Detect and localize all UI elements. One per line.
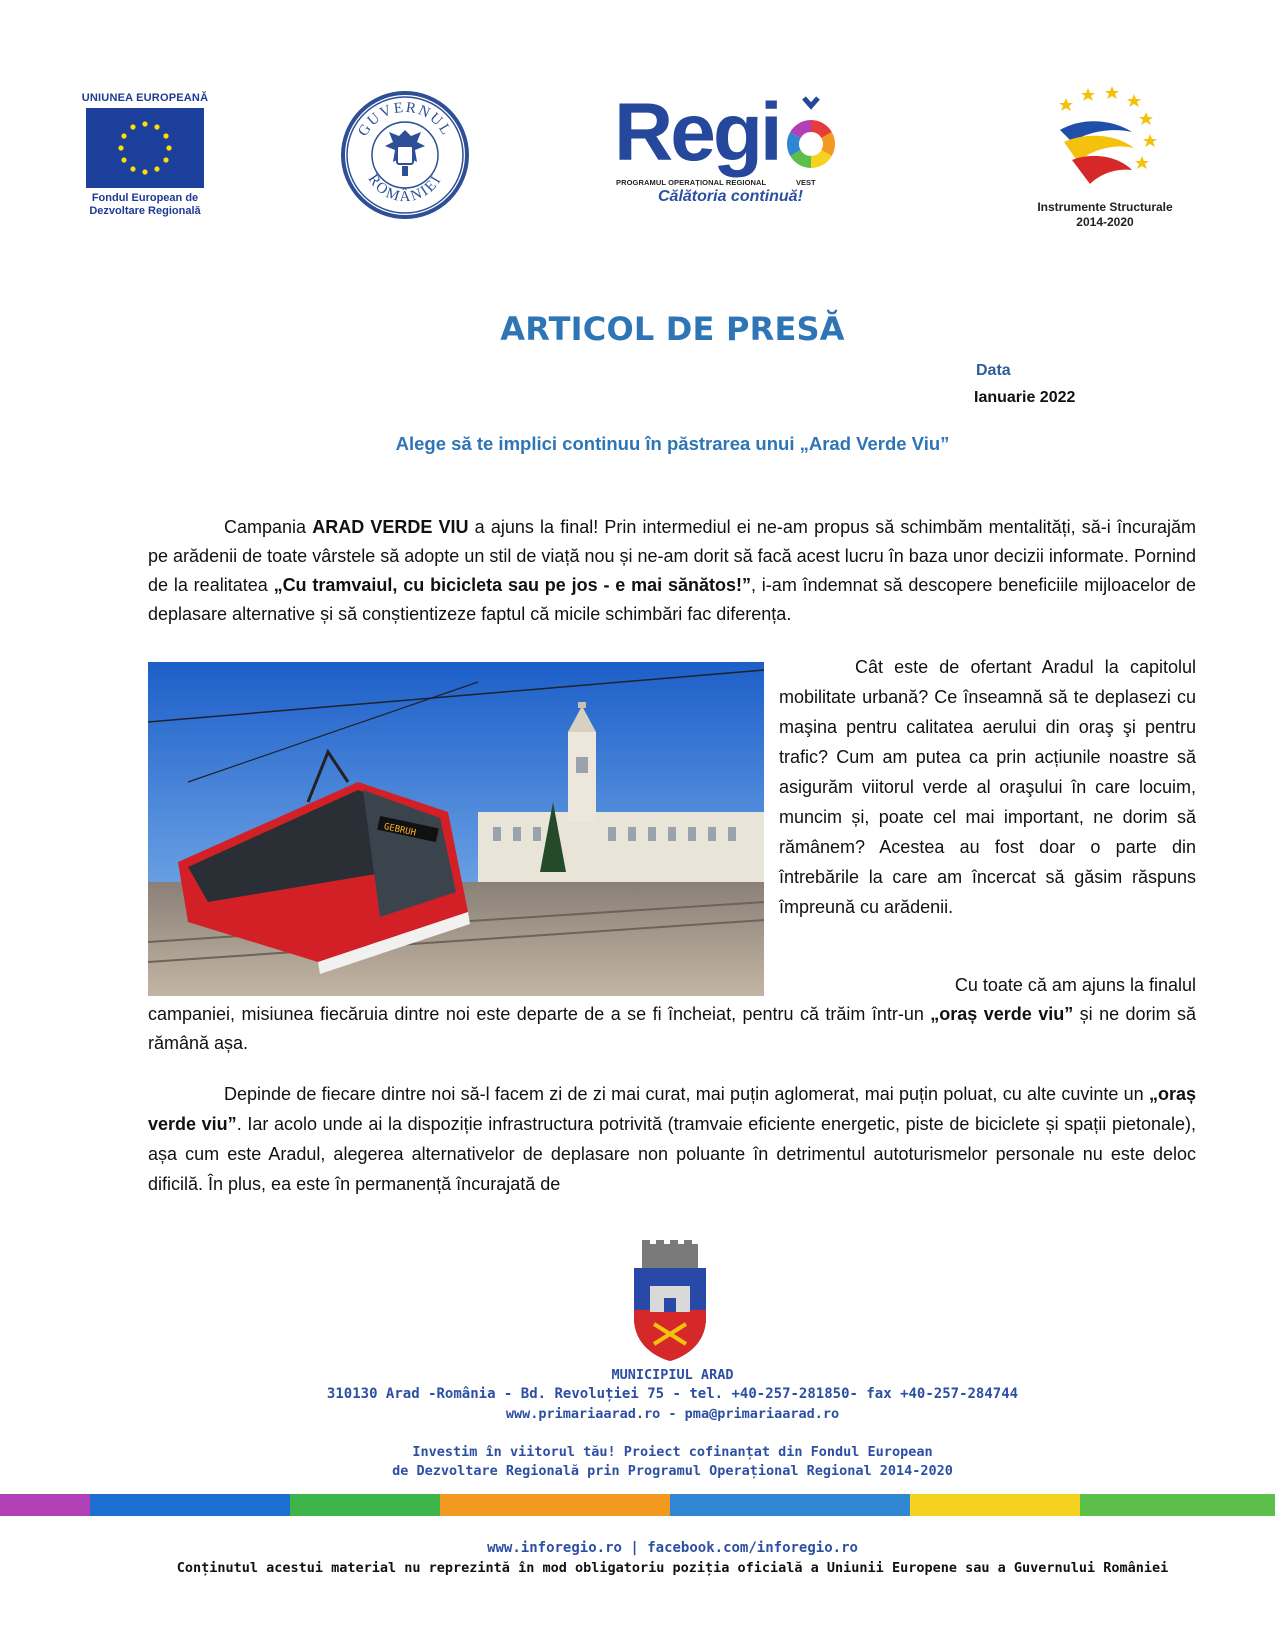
government-seal-icon <box>340 90 470 220</box>
paragraph-1-text: a ajuns la final! Prin intermediul ei ne-am propus să schimbăm mentalități, să-i încurajăm pe arădenii de toate vârstele să adopte un stil de viață nou și ne-am dorit să facă acest lucru în baza unor decizii informate. Pornind de la realitatea <box>148 517 1196 595</box>
paragraph-3-text: și ne dorim să rămână așa. <box>148 1004 1197 1053</box>
campaign-name: ARAD VERDE VIU <box>312 517 469 537</box>
green-city-phrase: „oraș verde viu” <box>930 1004 1074 1024</box>
disclaimer: Conținutul acestui material nu reprezintă în mod obligatoriu poziția oficială a Uniunii Europene sau a Guvernului României <box>176 1560 1169 1576</box>
funding-statement-2: de Dezvoltare Regională prin Programul Operațional Regional 2014-2020 <box>392 1463 953 1479</box>
regio-program-label: PROGRAMUL OPERAȚIONAL REGIONAL <box>616 178 767 187</box>
structural-instruments-emblem-icon <box>1020 82 1190 194</box>
paragraph-3-text: campaniei, misiunea fiecăruia dintre noi este departe de a se fi încheiat, pentru că trăim într-un <box>148 1004 931 1024</box>
regio-logo <box>614 87 884 212</box>
eu-logo-subtitle-2: Dezvoltare Regională <box>89 205 201 217</box>
municipality-web[interactable]: www.primariaarad.ro - pma@primariaarad.ro <box>505 1406 840 1422</box>
inforegio-links[interactable]: www.inforegio.ro | facebook.com/inforegio.ro <box>487 1540 858 1556</box>
article-subtitle: Alege să te implici continuu în păstrarea unui „Arad Verde Viu” <box>395 433 950 454</box>
paragraph-3-first-line: Cu toate că am ajuns la finalul <box>954 975 1196 995</box>
eu-logo-subtitle-1: Fondul European de <box>91 192 199 204</box>
eu-logo <box>80 92 210 218</box>
campaign-slogan: „Cu tramvaiul, cu bicicleta sau pe jos - e mai sănătos!” <box>273 575 751 595</box>
arad-coat-of-arms-icon <box>628 1240 712 1362</box>
regio-logo-word: Regi <box>614 87 780 178</box>
paragraph-4-text: Depinde de fiecare dintre noi să-l facem zi de zi mai curat, mai puțin aglomerat, mai puțin poluat, cu alte cuvinte un <box>224 1084 1149 1104</box>
paragraph-4-text: . Iar acolo unde ai la dispoziție infrastructura potrivită (tramvaie eficiente energetic, piste de biciclete și spații pietonale), așa cum este Aradul, alegerea alternativelor de deplasare non poluante în detrimentul autoturismelor personale nu este deloc dificilă. În plus, ea este în permanență încurajată de <box>148 1114 1196 1194</box>
eu-logo-title: UNIUNEA EUROPEANĂ <box>81 92 209 104</box>
rainbow-stripe <box>0 1494 1275 1516</box>
press-article-heading: ARTICOL DE PRESĂ <box>500 310 845 348</box>
municipality-name: MUNICIPIUL ARAD <box>611 1367 734 1383</box>
tram-photo <box>148 662 764 996</box>
funding-statement-1: Investim în viitorul tău! Proiect cofinanțat din Fondul European <box>412 1444 933 1460</box>
regio-rainbow-o-icon <box>782 92 840 174</box>
regio-slogan: Călătoria continuă! <box>658 188 803 205</box>
paragraph-3 <box>148 971 1196 1058</box>
date-value: Ianuarie 2022 <box>974 389 1076 406</box>
tram-destination-sign: GEBRUH <box>382 822 417 839</box>
paragraph-1 <box>148 513 1196 629</box>
date-label: Data <box>976 362 1011 379</box>
eu-flag-icon <box>86 108 204 188</box>
structural-instruments-logo <box>1020 82 1190 232</box>
structural-instruments-label: Instrumente Structurale <box>1037 200 1173 214</box>
structural-instruments-years: 2014-2020 <box>1076 215 1134 229</box>
paragraph-2: Cât este de ofertant Aradul la capitolul mobilitate urbană? Ce înseamnă să te deplasezi cu maşina pentru calitatea aerului din oraş şi pentru trafic? Cum am putea ca prin acțiunile noastre să asigurăm viitorul verde al oraşului în care locuim, muncim și, poate cel mai important, ne dorim să rămânem? Acestea au fost doar o parte din întrebările la care am încercat să găsim răspuns împreună cu arădenii. <box>779 657 1196 917</box>
paragraph-1-text: Campania <box>224 517 313 537</box>
government-seal-text-bottom: ROMÂNIEI <box>364 171 446 206</box>
paragraph-1-text: , i-am îndemnat să descopere beneficiile mijloacelor de deplasare alternative și să conștientizeze faptul că micile schimbări fac diferența. <box>148 575 1196 624</box>
paragraph-4 <box>148 1079 1196 1199</box>
municipality-address: 310130 Arad -România - Bd. Revoluției 75 - tel. +40-257-281850- fax +40-257-284744 <box>326 1386 1019 1402</box>
regio-region-label: VEST <box>796 178 816 187</box>
green-city-phrase: „oraș verde viu” <box>148 1084 1196 1134</box>
government-seal-text-top: GUVERNUL <box>355 99 455 140</box>
